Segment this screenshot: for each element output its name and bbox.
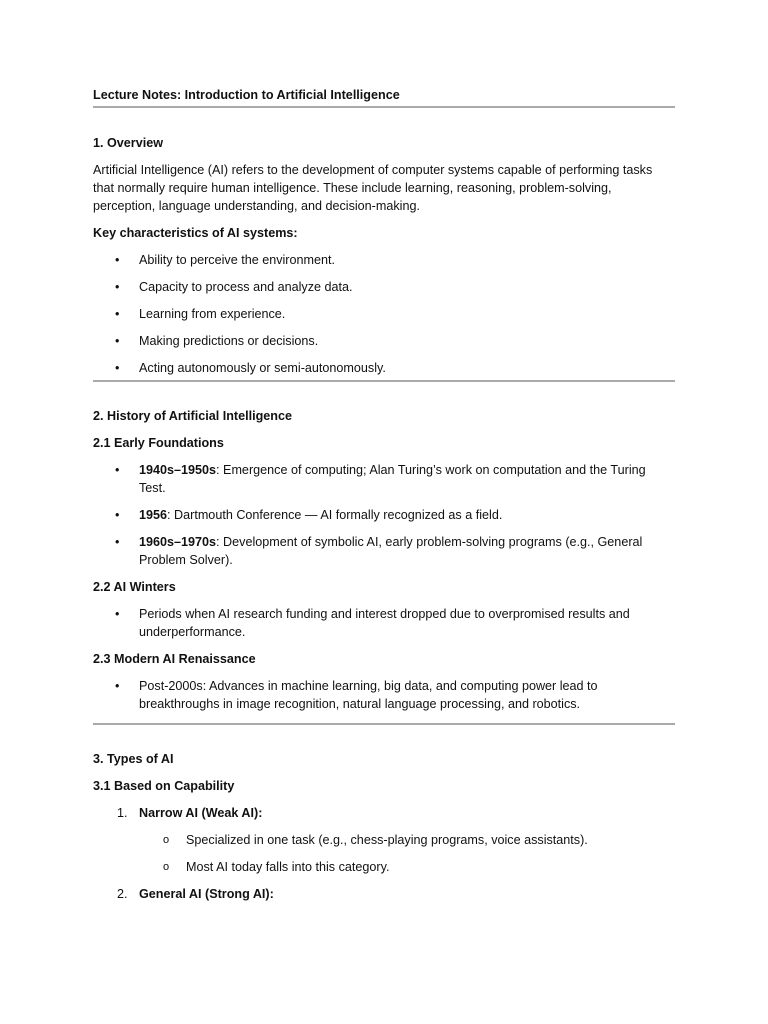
list-item: • Learning from experience.: [93, 305, 675, 323]
history-text: : Emergence of computing; Alan Turing’s work on computation and the Turing Test.: [139, 463, 646, 495]
history-term: 1956: [139, 508, 168, 522]
divider-2: [93, 380, 675, 382]
list-item: [93, 506, 675, 524]
ai-winters-list: [93, 605, 675, 641]
section-2-heading: 2. History of Artificial Intelligence: [93, 409, 292, 423]
list-item: • Ability to perceive the environment.: [93, 251, 675, 269]
divider-1: [93, 106, 675, 108]
key-characteristics-label: Key characteristics of AI systems:: [93, 226, 298, 240]
capability-list-continued: [93, 885, 675, 903]
list-item: [93, 533, 675, 569]
list-item: • Periods when AI research funding and interest dropped due to overpromised results and underperformance.: [93, 605, 675, 641]
list-number: 1.: [117, 806, 128, 820]
list-item: [93, 461, 675, 497]
subsection-3-1-heading: 3.1 Based on Capability: [93, 779, 235, 793]
ai-type-suffix: :: [258, 806, 263, 820]
subsection-2-1-heading: 2.1 Early Foundations: [93, 436, 224, 450]
section-3-heading: 3. Types of AI: [93, 752, 174, 766]
history-term: 1960s–1970s: [139, 535, 217, 549]
list-item: [93, 885, 675, 903]
ai-type-suffix: :: [269, 887, 274, 901]
list-item: • Capacity to process and analyze data.: [93, 278, 675, 296]
list-item: o Most AI today falls into this category.: [93, 858, 675, 876]
early-foundations-list: [93, 461, 675, 569]
list-number: 2.: [117, 887, 128, 901]
section-1-heading: 1. Overview: [93, 136, 164, 150]
list-item: o Specialized in one task (e.g., chess-playing programs, voice assistants).: [93, 831, 675, 849]
history-term: 1940s–1950s: [139, 463, 217, 477]
document-content: [93, 86, 675, 903]
subsection-2-3-heading: 2.3 Modern AI Renaissance: [93, 652, 256, 666]
subsection-2-2-heading: 2.2 AI Winters: [93, 580, 176, 594]
document-title: Lecture Notes: Introduction to Artificial Intelligence: [93, 88, 400, 102]
overview-paragraph: Artificial Intelligence (AI) refers to the development of computer systems capable of performing tasks that normally require human intelligence. These include learning, reasoning, problem-solving, perception, language understanding, and decision-making.: [93, 163, 653, 213]
list-item: • Making predictions or decisions.: [93, 332, 675, 350]
capability-list: [93, 804, 675, 822]
list-item: • Acting autonomously or semi-autonomously.: [93, 359, 675, 377]
modern-renaissance-list: [93, 677, 675, 713]
narrow-ai-sublist: [93, 831, 675, 876]
history-text: : Development of symbolic AI, early problem-solving programs (e.g., General Problem Solver).: [139, 535, 643, 567]
history-text: : Dartmouth Conference — AI formally recognized as a field.: [167, 508, 503, 522]
ai-type-label: Narrow AI (Weak AI): [139, 806, 259, 820]
list-item: • Post-2000s: Advances in machine learning, big data, and computing power lead to breakthroughs in image recognition, natural language processing, and robotics.: [93, 677, 675, 713]
divider-3: [93, 723, 675, 725]
characteristics-list: [93, 251, 675, 377]
ai-type-label: General AI (Strong AI): [139, 887, 270, 901]
list-item: [93, 804, 675, 822]
